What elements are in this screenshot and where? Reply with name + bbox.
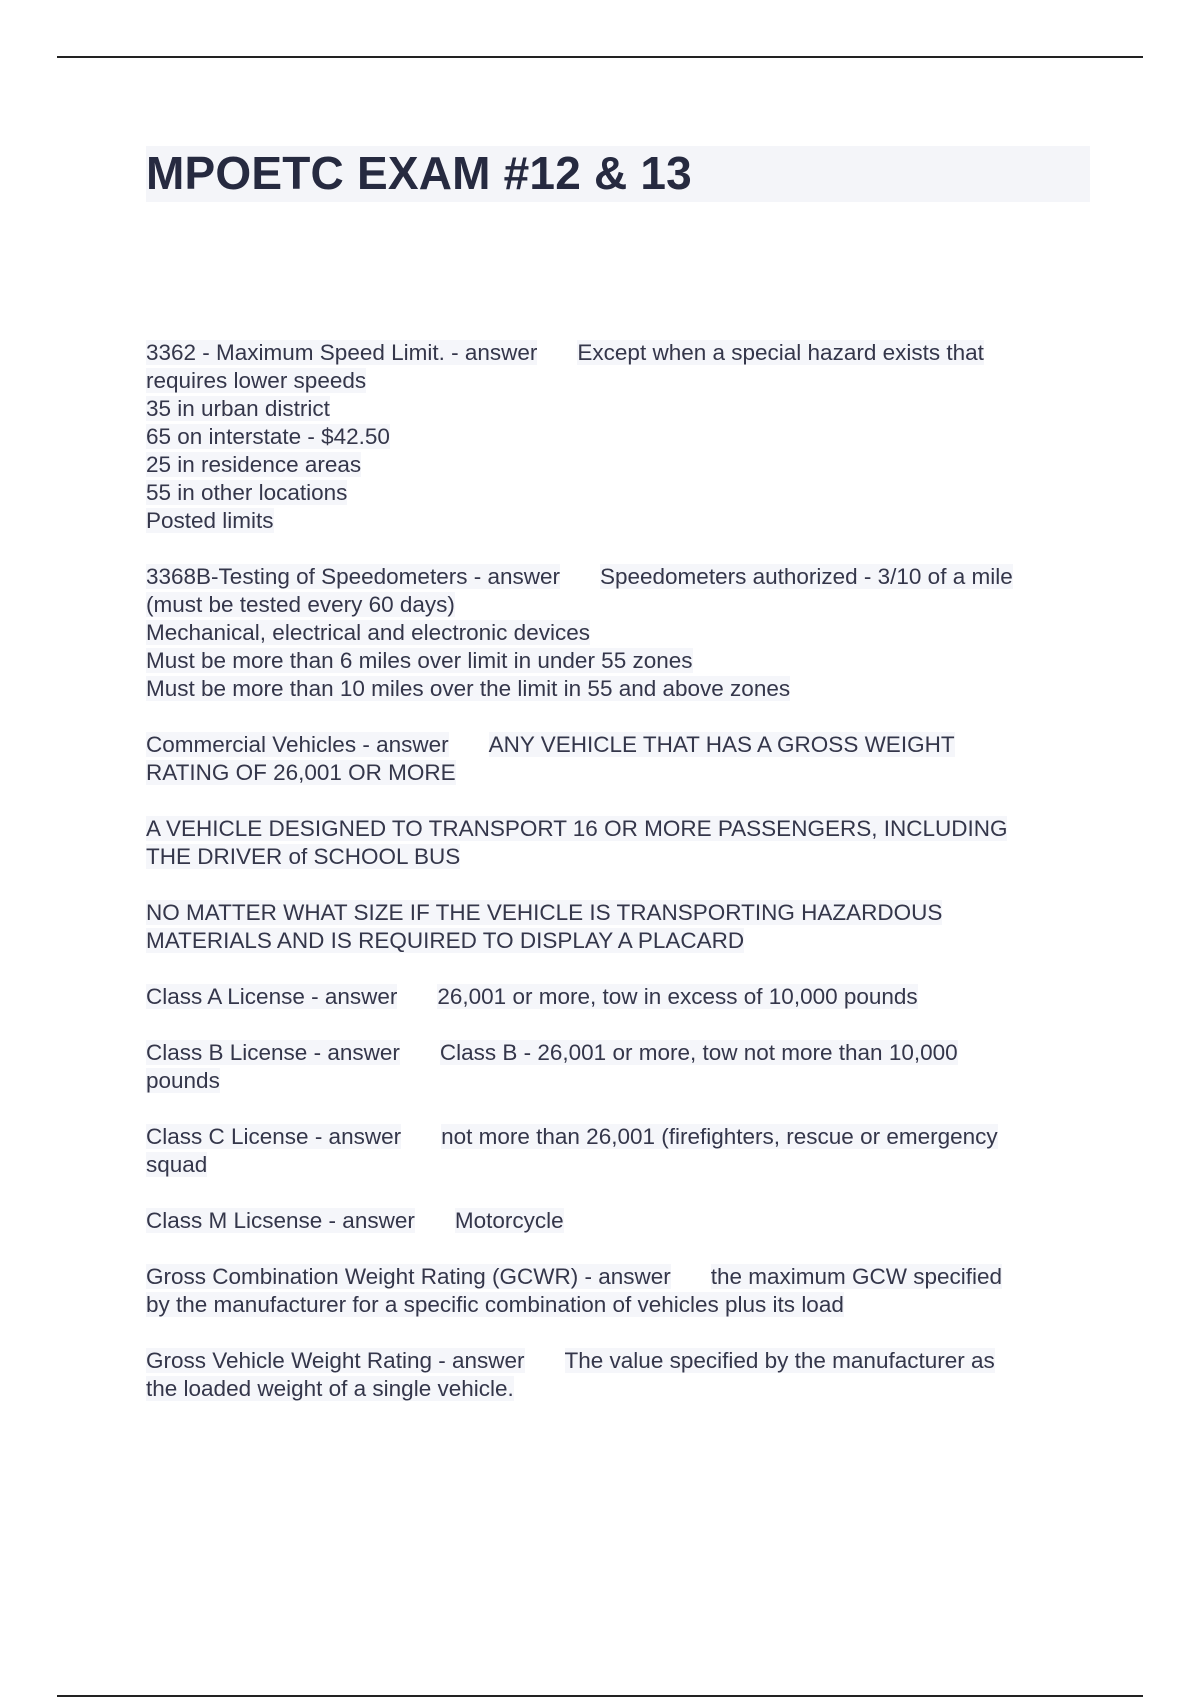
entry-line — [146, 1375, 1090, 1403]
flashcard-entry — [146, 1123, 1090, 1179]
top-rule — [57, 56, 1143, 58]
flashcard-entry — [146, 983, 1090, 1011]
entry-line — [146, 1347, 1090, 1375]
entry-answer-text: the maximum GCW specified — [710, 1264, 1003, 1289]
entry-term: Gross Vehicle Weight Rating - answer — [146, 1348, 525, 1373]
entry-term: Commercial Vehicles - answer — [146, 732, 449, 757]
entry-line — [146, 1151, 1090, 1179]
entry-answer-text: Must be more than 10 miles over the limit in 55 and above zones — [146, 676, 791, 701]
entry-answer-text: Must be more than 6 miles over limit in under 55 zones — [146, 648, 693, 673]
flashcard-entry — [146, 1039, 1090, 1095]
entry-line — [146, 619, 1090, 647]
flashcard-entry — [146, 1263, 1090, 1319]
flashcard-list — [146, 339, 1090, 1431]
flashcard-entry — [146, 563, 1090, 703]
entry-term: Gross Combination Weight Rating (GCWR) - answer — [146, 1264, 671, 1289]
flashcard-entry — [146, 1347, 1090, 1403]
entry-line — [146, 1039, 1090, 1067]
entry-line — [146, 479, 1090, 507]
entry-answer-text: Class B - 26,001 or more, tow not more than 10,000 — [439, 1040, 958, 1065]
entry-line — [146, 1263, 1090, 1291]
entry-answer-text: squad — [146, 1152, 208, 1177]
entry-line — [146, 675, 1090, 703]
entry-line — [146, 507, 1090, 535]
entry-line — [146, 647, 1090, 675]
entry-term: 3362 - Maximum Speed Limit. - answer — [146, 340, 538, 365]
flashcard-entry — [146, 899, 1090, 955]
entry-answer-text: the loaded weight of a single vehicle. — [146, 1376, 514, 1401]
entry-line — [146, 339, 1090, 367]
entry-answer-text: not more than 26,001 (firefighters, rescue or emergency — [441, 1124, 998, 1149]
flashcard-entry — [146, 731, 1090, 787]
entry-answer-text: A VEHICLE DESIGNED TO TRANSPORT 16 OR MORE PASSENGERS, INCLUDING — [146, 816, 1008, 841]
entry-answer-text: NO MATTER WHAT SIZE IF THE VEHICLE IS TRANSPORTING HAZARDOUS — [146, 900, 943, 925]
entry-answer-text: Mechanical, electrical and electronic devices — [146, 620, 590, 645]
entry-answer-text: RATING OF 26,001 OR MORE — [146, 760, 456, 785]
entry-answer-text: MATERIALS AND IS REQUIRED TO DISPLAY A PLACARD — [146, 928, 745, 953]
page-title: MPOETC EXAM #12 & 13 — [146, 147, 692, 199]
entry-answer-text: requires lower speeds — [146, 368, 367, 393]
entry-answer-text: Posted limits — [146, 508, 274, 533]
entry-line — [146, 423, 1090, 451]
entry-line — [146, 1291, 1090, 1319]
flashcard-entry — [146, 339, 1090, 535]
entry-answer-text: 26,001 or more, tow in excess of 10,000 pounds — [437, 984, 918, 1009]
entry-answer-text: 35 in urban district — [146, 396, 330, 421]
entry-answer-text: THE DRIVER of SCHOOL BUS — [146, 844, 461, 869]
entry-term: Class C License - answer — [146, 1124, 402, 1149]
entry-line — [146, 563, 1090, 591]
entry-line — [146, 759, 1090, 787]
entry-answer-text: 25 in residence areas — [146, 452, 362, 477]
entry-term: Class B License - answer — [146, 1040, 400, 1065]
entry-term: Class A License - answer — [146, 984, 398, 1009]
entry-answer-text: (must be tested every 60 days) — [146, 592, 455, 617]
entry-line — [146, 451, 1090, 479]
flashcard-entry — [146, 1207, 1090, 1235]
entry-line — [146, 1123, 1090, 1151]
entry-answer-text: The value specified by the manufacturer as — [564, 1348, 995, 1373]
entry-line — [146, 815, 1090, 843]
entry-answer-text: Motorcycle — [454, 1208, 564, 1233]
entry-line — [146, 367, 1090, 395]
entry-answer-text: 65 on interstate - $42.50 — [146, 424, 390, 449]
entry-answer-text: pounds — [146, 1068, 220, 1093]
flashcard-entry — [146, 815, 1090, 871]
entry-line — [146, 899, 1090, 927]
entry-line — [146, 395, 1090, 423]
entry-answer-text: 55 in other locations — [146, 480, 348, 505]
entry-line — [146, 731, 1090, 759]
entry-line — [146, 983, 1090, 1011]
entry-line — [146, 591, 1090, 619]
bottom-rule — [57, 1695, 1143, 1697]
entry-line — [146, 927, 1090, 955]
entry-term: 3368B-Testing of Speedometers - answer — [146, 564, 560, 589]
entry-term: Class M Licsense - answer — [146, 1208, 415, 1233]
entry-answer-text: by the manufacturer for a specific combination of vehicles plus its load — [146, 1292, 844, 1317]
entry-line — [146, 843, 1090, 871]
entry-line — [146, 1067, 1090, 1095]
entry-line — [146, 1207, 1090, 1235]
entry-answer-text: Speedometers authorized - 3/10 of a mile — [599, 564, 1013, 589]
entry-answer-text: Except when a special hazard exists that — [577, 340, 984, 365]
entry-answer-text: ANY VEHICLE THAT HAS A GROSS WEIGHT — [488, 732, 955, 757]
